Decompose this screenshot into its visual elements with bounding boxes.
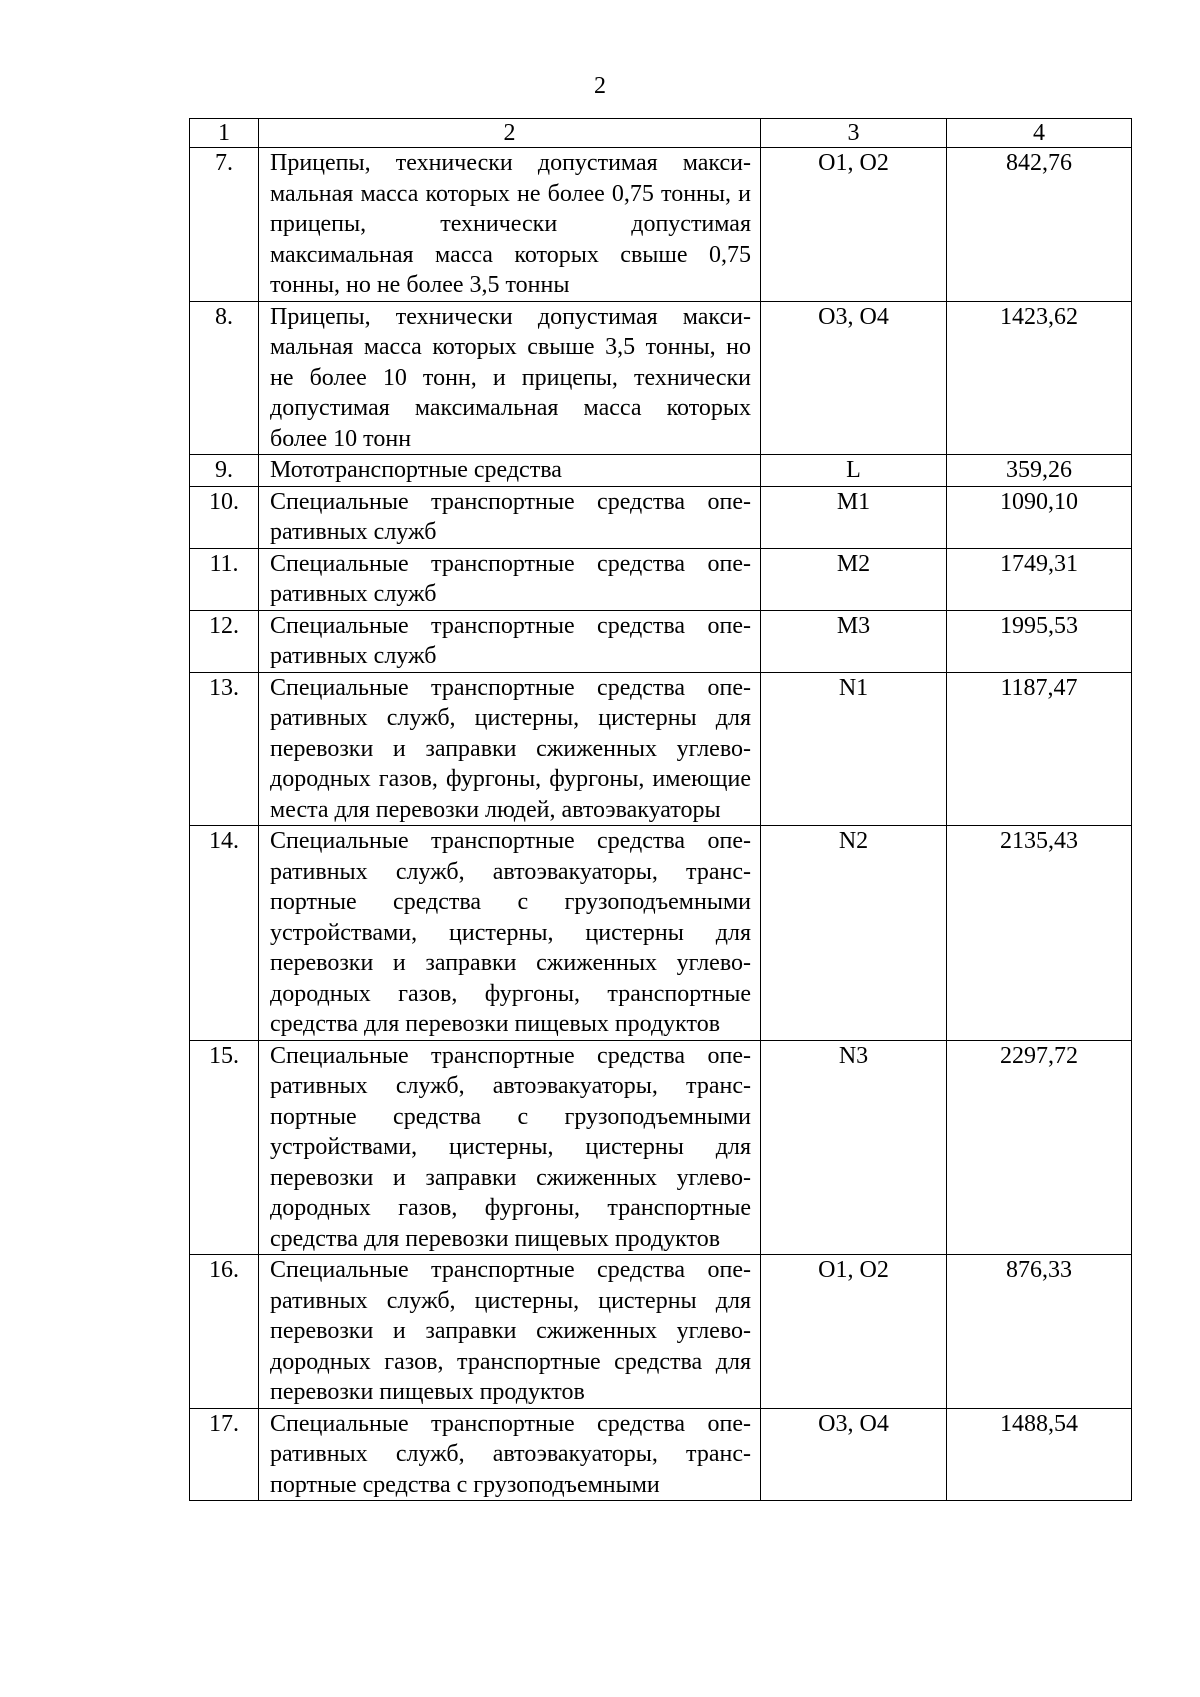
row-number: 16. <box>190 1255 259 1409</box>
header-cell-3: 3 <box>761 119 947 148</box>
row-number: 11. <box>190 548 259 610</box>
row-description: Специальные транспортные средства оперативных служб, автоэвакуаторы, транспортные средства с грузоподъемными устройствами, цистерны, цистерны для перевозки и заправки сжиженных углеводородных газов, фургоны, транспортные средства для перевозки пищевых продуктов <box>259 1040 761 1255</box>
row-category: O1, O2 <box>761 1255 947 1409</box>
row-number: 8. <box>190 301 259 455</box>
row-number: 17. <box>190 1408 259 1501</box>
row-value: 876,33 <box>947 1255 1132 1409</box>
row-description: Прицепы, технически допустимая максимальная масса которых не более 0,75 тонны, и прицепы, технически допустимая максимальная масса которых свыше 0,75 тонны, но не более 3,5 тонны <box>259 148 761 302</box>
page-number: 2 <box>594 73 606 99</box>
row-category: M2 <box>761 548 947 610</box>
row-value: 1995,53 <box>947 610 1132 672</box>
row-number: 12. <box>190 610 259 672</box>
row-value: 1749,31 <box>947 548 1132 610</box>
table-row <box>190 1255 1132 1409</box>
header-cell-1: 1 <box>190 119 259 148</box>
table-row <box>190 826 1132 1041</box>
row-description: Специальные транспортные средства оперативных служб, автоэвакуаторы, транспортные средства с грузоподъемными <box>259 1408 761 1501</box>
row-description: Мототранспортные средства <box>259 455 761 487</box>
table-row <box>190 548 1132 610</box>
row-description: Специальные транспортные средства оперативных служб <box>259 486 761 548</box>
row-number: 14. <box>190 826 259 1041</box>
table-header-row <box>190 119 1132 148</box>
row-category: O1, O2 <box>761 148 947 302</box>
row-number: 9. <box>190 455 259 487</box>
row-value: 1488,54 <box>947 1408 1132 1501</box>
row-description: Специальные транспортные средства оперативных служб <box>259 548 761 610</box>
row-description: Специальные транспортные средства оперативных служб, цистерны, цистерны для перевозки и заправки сжиженных углеводородных газов, фургоны, фургоны, имеющие места для перевозки людей, автоэвакуаторы <box>259 672 761 826</box>
row-value: 359,26 <box>947 455 1132 487</box>
row-number: 10. <box>190 486 259 548</box>
row-value: 1187,47 <box>947 672 1132 826</box>
row-description: Специальные транспортные средства оперативных служб, автоэвакуаторы, транспортные средства с грузоподъемными устройствами, цистерны, цистерны для перевозки и заправки сжиженных углеводородных газов, фургоны, транспортные средства для перевозки пищевых продуктов <box>259 826 761 1041</box>
row-number: 7. <box>190 148 259 302</box>
row-category: N3 <box>761 1040 947 1255</box>
row-value: 2297,72 <box>947 1040 1132 1255</box>
row-description: Прицепы, технически допустимая максимальная масса которых свыше 3,5 тонны, но не более 10 тонн, и прицепы, технически допустимая максимальная масса которых более 10 тонн <box>259 301 761 455</box>
row-number: 13. <box>190 672 259 826</box>
row-description: Специальные транспортные средства оперативных служб, цистерны, цистерны для перевозки и заправки сжиженных углеводородных газов, транспортные средства для перевозки пищевых продуктов <box>259 1255 761 1409</box>
table-row <box>190 1040 1132 1255</box>
row-category: M1 <box>761 486 947 548</box>
row-category: N2 <box>761 826 947 1041</box>
row-value: 1423,62 <box>947 301 1132 455</box>
table-row <box>190 455 1132 487</box>
row-value: 2135,43 <box>947 826 1132 1041</box>
row-description: Специальные транспортные средства оперативных служб <box>259 610 761 672</box>
row-value: 1090,10 <box>947 486 1132 548</box>
tariff-table <box>189 118 1132 1501</box>
row-category: N1 <box>761 672 947 826</box>
header-cell-2: 2 <box>259 119 761 148</box>
table-row <box>190 672 1132 826</box>
table-row <box>190 486 1132 548</box>
row-category: O3, O4 <box>761 1408 947 1501</box>
table-row <box>190 1408 1132 1501</box>
header-cell-4: 4 <box>947 119 1132 148</box>
table-row <box>190 301 1132 455</box>
row-category: L <box>761 455 947 487</box>
row-value: 842,76 <box>947 148 1132 302</box>
row-number: 15. <box>190 1040 259 1255</box>
table-row <box>190 610 1132 672</box>
row-category: M3 <box>761 610 947 672</box>
row-category: O3, O4 <box>761 301 947 455</box>
table-row <box>190 148 1132 302</box>
